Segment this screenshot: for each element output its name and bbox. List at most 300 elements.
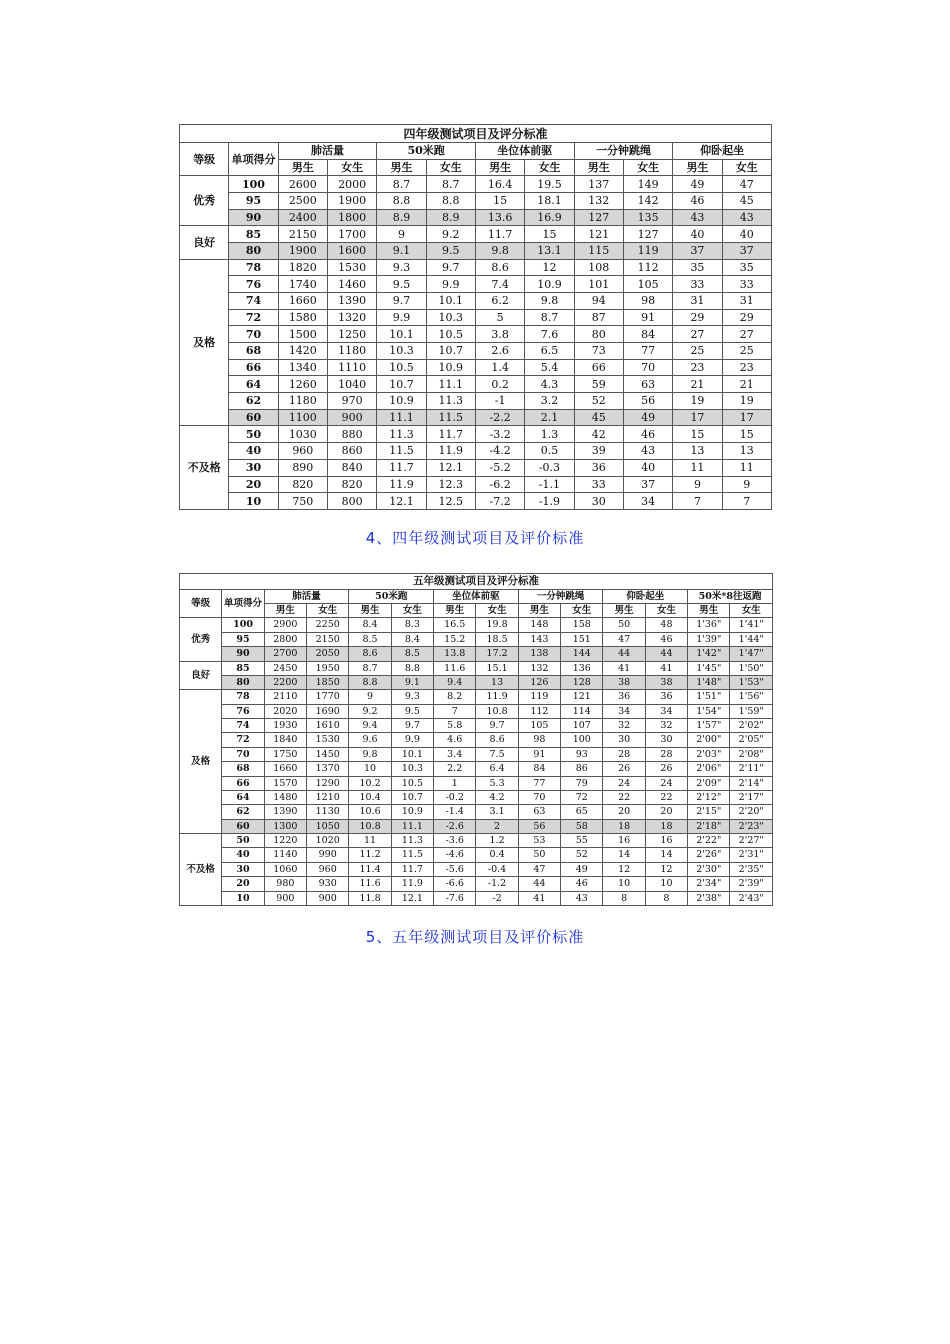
table-row <box>180 426 772 443</box>
score-cell: 100 <box>229 176 278 193</box>
value-cell: 27 <box>722 326 771 343</box>
value-cell: 23 <box>673 359 722 376</box>
header-row <box>180 143 772 160</box>
value-cell: 900 <box>264 891 306 905</box>
female-header: 女生 <box>327 159 376 176</box>
value-cell: 11.9 <box>377 476 426 493</box>
value-cell: 1370 <box>307 762 349 776</box>
table-row <box>180 243 772 260</box>
value-cell: 119 <box>623 243 672 260</box>
value-cell: 0.4 <box>476 848 518 862</box>
value-cell: 31 <box>673 293 722 310</box>
value-cell: 1180 <box>327 343 376 360</box>
value-cell: 930 <box>307 877 349 891</box>
item-header: 坐位体前驱 <box>475 143 574 160</box>
female-header: 女生 <box>476 604 518 618</box>
value-cell: 13.8 <box>434 647 476 661</box>
value-cell: 9.9 <box>391 733 433 747</box>
value-cell: -1.2 <box>476 877 518 891</box>
value-cell: 49 <box>561 862 603 876</box>
value-cell: 10.4 <box>349 790 391 804</box>
table-row <box>180 719 773 733</box>
value-cell: 35 <box>673 259 722 276</box>
value-cell: 29 <box>722 309 771 326</box>
female-header: 女生 <box>730 604 773 618</box>
value-cell: 17.2 <box>476 647 518 661</box>
table-row <box>180 259 772 276</box>
value-cell: -6.2 <box>475 476 524 493</box>
score-header: 单项得分 <box>222 589 264 618</box>
value-cell: -1 <box>475 393 524 410</box>
score-cell: 64 <box>222 790 264 804</box>
value-cell: 24 <box>603 776 645 790</box>
value-cell: 1'57" <box>688 719 730 733</box>
value-cell: 1'44" <box>730 632 773 646</box>
value-cell: 43 <box>722 209 771 226</box>
value-cell: 11.1 <box>426 376 475 393</box>
value-cell: 13 <box>476 675 518 689</box>
value-cell: 1900 <box>278 243 327 260</box>
value-cell: 72 <box>561 790 603 804</box>
value-cell: 1740 <box>278 276 327 293</box>
score-cell: 70 <box>229 326 278 343</box>
value-cell: 3.8 <box>475 326 524 343</box>
table-row <box>180 193 772 210</box>
value-cell: 8.7 <box>349 661 391 675</box>
value-cell: 65 <box>561 805 603 819</box>
value-cell: 12.1 <box>426 459 475 476</box>
value-cell: 9.9 <box>426 276 475 293</box>
value-cell: 15 <box>722 426 771 443</box>
score-cell: 78 <box>222 690 264 704</box>
value-cell: 10.6 <box>349 805 391 819</box>
value-cell: 11 <box>673 459 722 476</box>
value-cell: 2'02" <box>730 719 773 733</box>
subheader-row <box>180 604 773 618</box>
value-cell: 8.6 <box>349 647 391 661</box>
table-row <box>180 476 772 493</box>
value-cell: 2'35" <box>730 862 773 876</box>
value-cell: 8.6 <box>476 733 518 747</box>
value-cell: 10.9 <box>377 393 426 410</box>
value-cell: 127 <box>623 226 672 243</box>
value-cell: 1390 <box>327 293 376 310</box>
grade-header: 等级 <box>180 589 222 618</box>
value-cell: 9.7 <box>426 259 475 276</box>
value-cell: 47 <box>722 176 771 193</box>
value-cell: 10.9 <box>525 276 574 293</box>
value-cell: 80 <box>574 326 623 343</box>
value-cell: 750 <box>278 493 327 510</box>
value-cell: 2150 <box>278 226 327 243</box>
value-cell: 1660 <box>264 762 306 776</box>
grade4-standards-table <box>179 124 772 510</box>
score-cell: 74 <box>222 719 264 733</box>
value-cell: 7.5 <box>476 747 518 761</box>
value-cell: 55 <box>561 834 603 848</box>
value-cell: 8.8 <box>377 193 426 210</box>
table-row <box>180 276 772 293</box>
value-cell: 70 <box>518 790 560 804</box>
table-row <box>180 704 773 718</box>
value-cell: 860 <box>327 443 376 460</box>
grade5-caption: 5、五年级测试项目及评价标准 <box>365 928 585 946</box>
value-cell: 34 <box>623 493 672 510</box>
value-cell: 12 <box>645 862 687 876</box>
value-cell: 960 <box>307 862 349 876</box>
value-cell: 10.8 <box>349 819 391 833</box>
value-cell: 2'05" <box>730 733 773 747</box>
value-cell: 19.8 <box>476 618 518 632</box>
value-cell: 79 <box>561 776 603 790</box>
value-cell: 10.2 <box>349 776 391 790</box>
score-cell: 100 <box>222 618 264 632</box>
value-cell: 13.6 <box>475 209 524 226</box>
value-cell: 132 <box>518 661 560 675</box>
value-cell: 43 <box>561 891 603 905</box>
value-cell: 56 <box>623 393 672 410</box>
value-cell: 9.6 <box>349 733 391 747</box>
value-cell: 11.7 <box>475 226 524 243</box>
value-cell: 10.5 <box>426 326 475 343</box>
item-header: 一分钟跳绳 <box>574 143 673 160</box>
value-cell: 10.3 <box>377 343 426 360</box>
value-cell: 11 <box>349 834 391 848</box>
value-cell: 9.8 <box>349 747 391 761</box>
table-row <box>180 819 773 833</box>
value-cell: 0.5 <box>525 443 574 460</box>
value-cell: 2900 <box>264 618 306 632</box>
table-row <box>180 393 772 410</box>
value-cell: 40 <box>623 459 672 476</box>
value-cell: 9 <box>673 476 722 493</box>
value-cell: 9.1 <box>377 243 426 260</box>
female-header: 女生 <box>561 604 603 618</box>
value-cell: 84 <box>518 762 560 776</box>
value-cell: 50 <box>603 618 645 632</box>
value-cell: 10.7 <box>377 376 426 393</box>
score-cell: 40 <box>229 443 278 460</box>
value-cell: 1 <box>434 776 476 790</box>
value-cell: 11.9 <box>476 690 518 704</box>
value-cell: 8.7 <box>525 309 574 326</box>
value-cell: 39 <box>574 443 623 460</box>
value-cell: 18 <box>603 819 645 833</box>
female-header: 女生 <box>623 159 672 176</box>
table-row <box>180 493 772 510</box>
value-cell: 4.3 <box>525 376 574 393</box>
value-cell: 48 <box>645 618 687 632</box>
value-cell: 6.4 <box>476 762 518 776</box>
value-cell: 37 <box>623 476 672 493</box>
grade-label: 及格 <box>180 690 222 834</box>
value-cell: 12.5 <box>426 493 475 510</box>
value-cell: 114 <box>561 704 603 718</box>
value-cell: 1'45" <box>688 661 730 675</box>
value-cell: 135 <box>623 209 672 226</box>
value-cell: 1800 <box>327 209 376 226</box>
value-cell: 2110 <box>264 690 306 704</box>
value-cell: 1'50" <box>730 661 773 675</box>
value-cell: 3.1 <box>476 805 518 819</box>
value-cell: 98 <box>518 733 560 747</box>
value-cell: 2000 <box>327 176 376 193</box>
score-cell: 68 <box>222 762 264 776</box>
value-cell: 11.7 <box>426 426 475 443</box>
value-cell: -1.9 <box>525 493 574 510</box>
value-cell: 9.3 <box>377 259 426 276</box>
value-cell: 12 <box>525 259 574 276</box>
value-cell: 142 <box>623 193 672 210</box>
value-cell: 1660 <box>278 293 327 310</box>
value-cell: 900 <box>307 891 349 905</box>
value-cell: 9.5 <box>426 243 475 260</box>
score-cell: 72 <box>229 309 278 326</box>
value-cell: 29 <box>673 309 722 326</box>
table-row <box>180 359 772 376</box>
female-header: 女生 <box>525 159 574 176</box>
table-row <box>180 776 773 790</box>
table-row <box>180 790 773 804</box>
value-cell: 1750 <box>264 747 306 761</box>
value-cell: 1100 <box>278 409 327 426</box>
value-cell: 115 <box>574 243 623 260</box>
table-title: 四年级测试项目及评分标准 <box>180 125 772 143</box>
value-cell: 2800 <box>264 632 306 646</box>
value-cell: 8.7 <box>426 176 475 193</box>
value-cell: 30 <box>574 493 623 510</box>
value-cell: 30 <box>645 733 687 747</box>
value-cell: 2'12" <box>688 790 730 804</box>
value-cell: 128 <box>561 675 603 689</box>
table-row <box>180 675 773 689</box>
value-cell: 26 <box>645 762 687 776</box>
value-cell: 36 <box>645 690 687 704</box>
value-cell: 1950 <box>307 661 349 675</box>
value-cell: 11.2 <box>349 848 391 862</box>
score-cell: 76 <box>222 704 264 718</box>
value-cell: 12.1 <box>377 493 426 510</box>
value-cell: 9.7 <box>377 293 426 310</box>
table-row <box>180 459 772 476</box>
value-cell: 11.5 <box>391 848 433 862</box>
value-cell: 9.7 <box>476 719 518 733</box>
score-cell: 60 <box>222 819 264 833</box>
table-row <box>180 862 773 876</box>
value-cell: 2450 <box>264 661 306 675</box>
value-cell: 11.4 <box>349 862 391 876</box>
value-cell: 14 <box>603 848 645 862</box>
value-cell: 9.4 <box>349 719 391 733</box>
value-cell: 87 <box>574 309 623 326</box>
score-cell: 40 <box>222 848 264 862</box>
table-row <box>180 747 773 761</box>
value-cell: 20 <box>645 805 687 819</box>
value-cell: 107 <box>561 719 603 733</box>
value-cell: 1320 <box>327 309 376 326</box>
value-cell: 1'42" <box>688 647 730 661</box>
value-cell: 7.6 <box>525 326 574 343</box>
value-cell: 98 <box>623 293 672 310</box>
value-cell: 840 <box>327 459 376 476</box>
value-cell: 1480 <box>264 790 306 804</box>
value-cell: -5.2 <box>475 459 524 476</box>
value-cell: 3.4 <box>434 747 476 761</box>
score-cell: 62 <box>222 805 264 819</box>
value-cell: 10.1 <box>426 293 475 310</box>
value-cell: 5.8 <box>434 719 476 733</box>
value-cell: 84 <box>623 326 672 343</box>
male-header: 男生 <box>673 159 722 176</box>
value-cell: 16.5 <box>434 618 476 632</box>
value-cell: 158 <box>561 618 603 632</box>
value-cell: 11.1 <box>391 819 433 833</box>
value-cell: 91 <box>623 309 672 326</box>
value-cell: 1530 <box>327 259 376 276</box>
value-cell: 15.1 <box>476 661 518 675</box>
value-cell: -0.2 <box>434 790 476 804</box>
value-cell: 1060 <box>264 862 306 876</box>
value-cell: 2'38" <box>688 891 730 905</box>
value-cell: 9.8 <box>475 243 524 260</box>
value-cell: 2200 <box>264 675 306 689</box>
value-cell: 2'30" <box>688 862 730 876</box>
table-row <box>180 618 773 632</box>
value-cell: 47 <box>603 632 645 646</box>
male-header: 男生 <box>688 604 730 618</box>
value-cell: 10.9 <box>426 359 475 376</box>
table-row <box>180 343 772 360</box>
item-header: 50米跑 <box>377 143 476 160</box>
value-cell: 2.6 <box>475 343 524 360</box>
value-cell: 1030 <box>278 426 327 443</box>
value-cell: 121 <box>574 226 623 243</box>
value-cell: 1040 <box>327 376 376 393</box>
value-cell: 1570 <box>264 776 306 790</box>
value-cell: 2150 <box>307 632 349 646</box>
value-cell: 8.5 <box>349 632 391 646</box>
value-cell: 33 <box>673 276 722 293</box>
item-header: 坐位体前驱 <box>434 589 519 603</box>
table-row <box>180 891 773 905</box>
value-cell: 8.8 <box>391 661 433 675</box>
item-header: 肺活量 <box>264 589 349 603</box>
header-row <box>180 589 773 603</box>
value-cell: 149 <box>623 176 672 193</box>
value-cell: 9.3 <box>391 690 433 704</box>
value-cell: 11.9 <box>426 443 475 460</box>
value-cell: 1180 <box>278 393 327 410</box>
value-cell: -5.6 <box>434 862 476 876</box>
value-cell: 49 <box>623 409 672 426</box>
value-cell: 2'26" <box>688 848 730 862</box>
female-header: 女生 <box>645 604 687 618</box>
value-cell: 2.1 <box>525 409 574 426</box>
value-cell: 1420 <box>278 343 327 360</box>
score-cell: 90 <box>229 209 278 226</box>
score-cell: 76 <box>229 276 278 293</box>
value-cell: 1'53" <box>730 675 773 689</box>
value-cell: 2050 <box>307 647 349 661</box>
value-cell: 33 <box>574 476 623 493</box>
value-cell: 46 <box>623 426 672 443</box>
value-cell: 8.5 <box>391 647 433 661</box>
male-header: 男生 <box>518 604 560 618</box>
value-cell: 34 <box>603 704 645 718</box>
value-cell: 1'41" <box>730 618 773 632</box>
value-cell: 50 <box>518 848 560 862</box>
value-cell: 16.4 <box>475 176 524 193</box>
value-cell: 890 <box>278 459 327 476</box>
value-cell: 91 <box>518 747 560 761</box>
value-cell: 8.7 <box>377 176 426 193</box>
value-cell: 800 <box>327 493 376 510</box>
value-cell: 1020 <box>307 834 349 848</box>
value-cell: 1.2 <box>476 834 518 848</box>
score-cell: 95 <box>229 193 278 210</box>
value-cell: 2'43" <box>730 891 773 905</box>
value-cell: 1850 <box>307 675 349 689</box>
value-cell: -4.6 <box>434 848 476 862</box>
table-row <box>180 326 772 343</box>
value-cell: 8.4 <box>349 618 391 632</box>
value-cell: 105 <box>623 276 672 293</box>
value-cell: 143 <box>518 632 560 646</box>
value-cell: 21 <box>722 376 771 393</box>
value-cell: 9.1 <box>391 675 433 689</box>
value-cell: 820 <box>327 476 376 493</box>
table-row <box>180 293 772 310</box>
value-cell: 9.5 <box>377 276 426 293</box>
value-cell: 10 <box>645 877 687 891</box>
item-header: 仰卧起坐 <box>673 143 772 160</box>
value-cell: 2'08" <box>730 747 773 761</box>
score-cell: 68 <box>229 343 278 360</box>
value-cell: 1130 <box>307 805 349 819</box>
value-cell: 1840 <box>264 733 306 747</box>
value-cell: 37 <box>722 243 771 260</box>
value-cell: -2.2 <box>475 409 524 426</box>
value-cell: 2'22" <box>688 834 730 848</box>
value-cell: 112 <box>623 259 672 276</box>
value-cell: 1900 <box>327 193 376 210</box>
item-header: 仰卧起坐 <box>603 589 688 603</box>
value-cell: -3.6 <box>434 834 476 848</box>
value-cell: 2'11" <box>730 762 773 776</box>
value-cell: 9 <box>349 690 391 704</box>
value-cell: 47 <box>518 862 560 876</box>
value-cell: 49 <box>673 176 722 193</box>
value-cell: 144 <box>561 647 603 661</box>
value-cell: 1820 <box>278 259 327 276</box>
table-row <box>180 209 772 226</box>
value-cell: 11.3 <box>391 834 433 848</box>
score-cell: 85 <box>222 661 264 675</box>
value-cell: 46 <box>673 193 722 210</box>
value-cell: 1930 <box>264 719 306 733</box>
value-cell: 38 <box>645 675 687 689</box>
score-cell: 90 <box>222 647 264 661</box>
value-cell: 16 <box>603 834 645 848</box>
value-cell: 1700 <box>327 226 376 243</box>
value-cell: 1460 <box>327 276 376 293</box>
value-cell: 42 <box>574 426 623 443</box>
value-cell: 44 <box>603 647 645 661</box>
table-title: 五年级测试项目及评分标准 <box>180 574 773 590</box>
table-row <box>180 647 773 661</box>
female-header: 女生 <box>391 604 433 618</box>
value-cell: 44 <box>518 877 560 891</box>
